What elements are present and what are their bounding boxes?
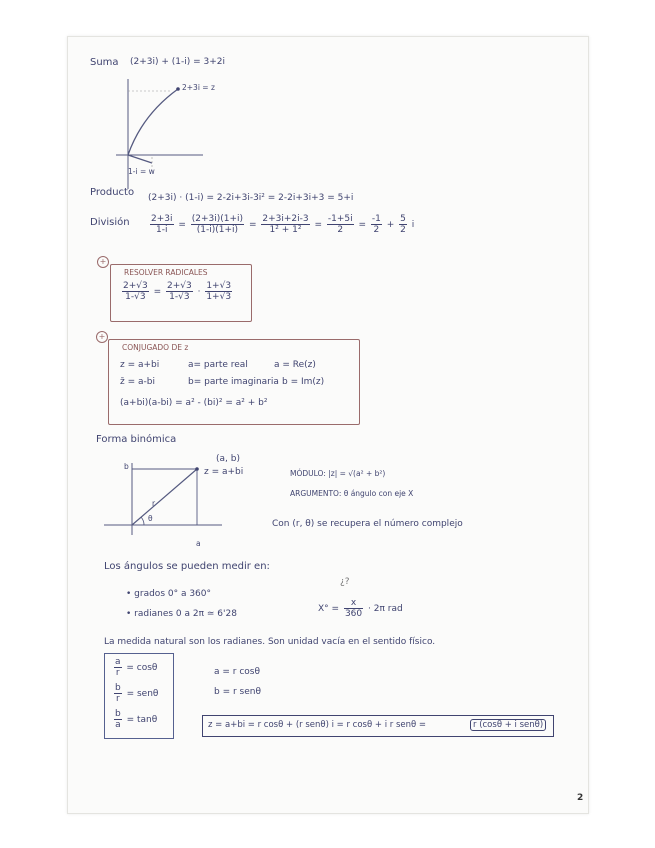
question-mark: ¿? (340, 577, 350, 587)
conjugado-z: z = a+bi (120, 360, 160, 370)
modulo-text: MÓDULO: |z| = √(a² + b²) (290, 469, 386, 478)
recupera-text: Con (r, θ) se recupera el número complejo (272, 519, 463, 529)
vector-z (128, 89, 178, 155)
angulos-radianes: • radianes 0 a 2π ≃ 6'28 (126, 609, 237, 619)
producto-expression: (2+3i) · (1-i) = 2-2i+3i-3i² = 2-2i+3i+3 = 5+i (148, 193, 354, 203)
angulos-intro: Los ángulos se pueden medir en: (104, 561, 270, 572)
conjugado-product: (a+bi)(a-bi) = a² - (bi)² = a² + b² (120, 398, 268, 408)
point-z-label: 2+3i = z (182, 83, 215, 92)
page-number: 2 (577, 793, 584, 803)
conjugado-imag-desc: b= parte imaginaria (188, 377, 279, 387)
point-z (195, 467, 199, 471)
trig-cos: $\frac{a}{r}$ = cosθ (115, 657, 158, 678)
polar-final: r (cosθ + i senθ) (470, 719, 546, 731)
plus-badge-conjugado: + (96, 331, 108, 343)
trig-sen: $\frac{b}{r}$ = senθ (115, 683, 159, 704)
producto-label: Producto (90, 187, 135, 198)
binomica-title: Forma binómica (96, 434, 177, 445)
conjugado-real-desc: a= parte real (188, 360, 248, 370)
radicales-expression: $\frac{2+√3}{1-√3}$ = $\frac{2+√3}{1-√3}$ · $\frac{1+√3}{1+√3}$ (123, 281, 232, 302)
plus-badge-radicales: + (97, 256, 109, 268)
division-label: División (90, 217, 130, 228)
radicales-title: RESOLVER RADICALES (124, 268, 208, 277)
eq-a: a = r cosθ (214, 667, 260, 677)
suma-label: Suma (90, 57, 119, 68)
trig-tan: $\frac{b}{a}$ = tanθ (115, 709, 158, 730)
point-z-binomica-label: z = a+bi (204, 467, 244, 477)
polar-main: z = a+bi = r cosθ + (r senθ) i = r cosθ + i r senθ = (208, 720, 427, 730)
eq-b: b = r senθ (214, 687, 261, 697)
medida-text: La medida natural son los radianes. Son unidad vacía en el sentido físico. (104, 637, 436, 647)
angulos-grados: • grados 0° a 360° (126, 589, 212, 599)
argumento-text: ARGUMENTO: θ ángulo con eje X (290, 489, 414, 498)
angle-arc (141, 517, 144, 525)
division-expression: $\frac{2+3i}{1-i}$ = $\frac{(2+3i)(1+i)}{(1-i)(1+i)}$ = $\frac{2+3i+2i-3}{\text{1² + 1²}}$ = $\frac{-1+5i}{2}$ = $\frac{-1}{2}$ + $\frac{5}{2}$ i (151, 214, 415, 235)
conversion-formula: X° = $\frac{x}{360}$ · 2π rad (318, 598, 403, 619)
axis-a-label: a (196, 539, 201, 548)
suma-expression: (2+3i) + (1-i) = 3+2i (130, 57, 226, 67)
point-ab-label: (a, b) (216, 454, 240, 464)
r-label: r (152, 499, 156, 508)
conjugado-zbar: z̄ = a-bi (120, 377, 155, 387)
vector-w (128, 155, 152, 163)
notebook-page (67, 36, 589, 814)
theta-label: θ (148, 514, 153, 523)
conjugado-im: b = Im(z) (282, 377, 325, 387)
axis-b-label: b (124, 462, 129, 471)
suma-diagram (108, 77, 228, 197)
modulus-line (132, 469, 197, 525)
point-z (176, 87, 180, 91)
point-w-label: 1-i = w (128, 167, 155, 176)
conjugado-title: CONJUGADO DE z (122, 343, 189, 352)
conjugado-re: a = Re(z) (274, 360, 316, 370)
